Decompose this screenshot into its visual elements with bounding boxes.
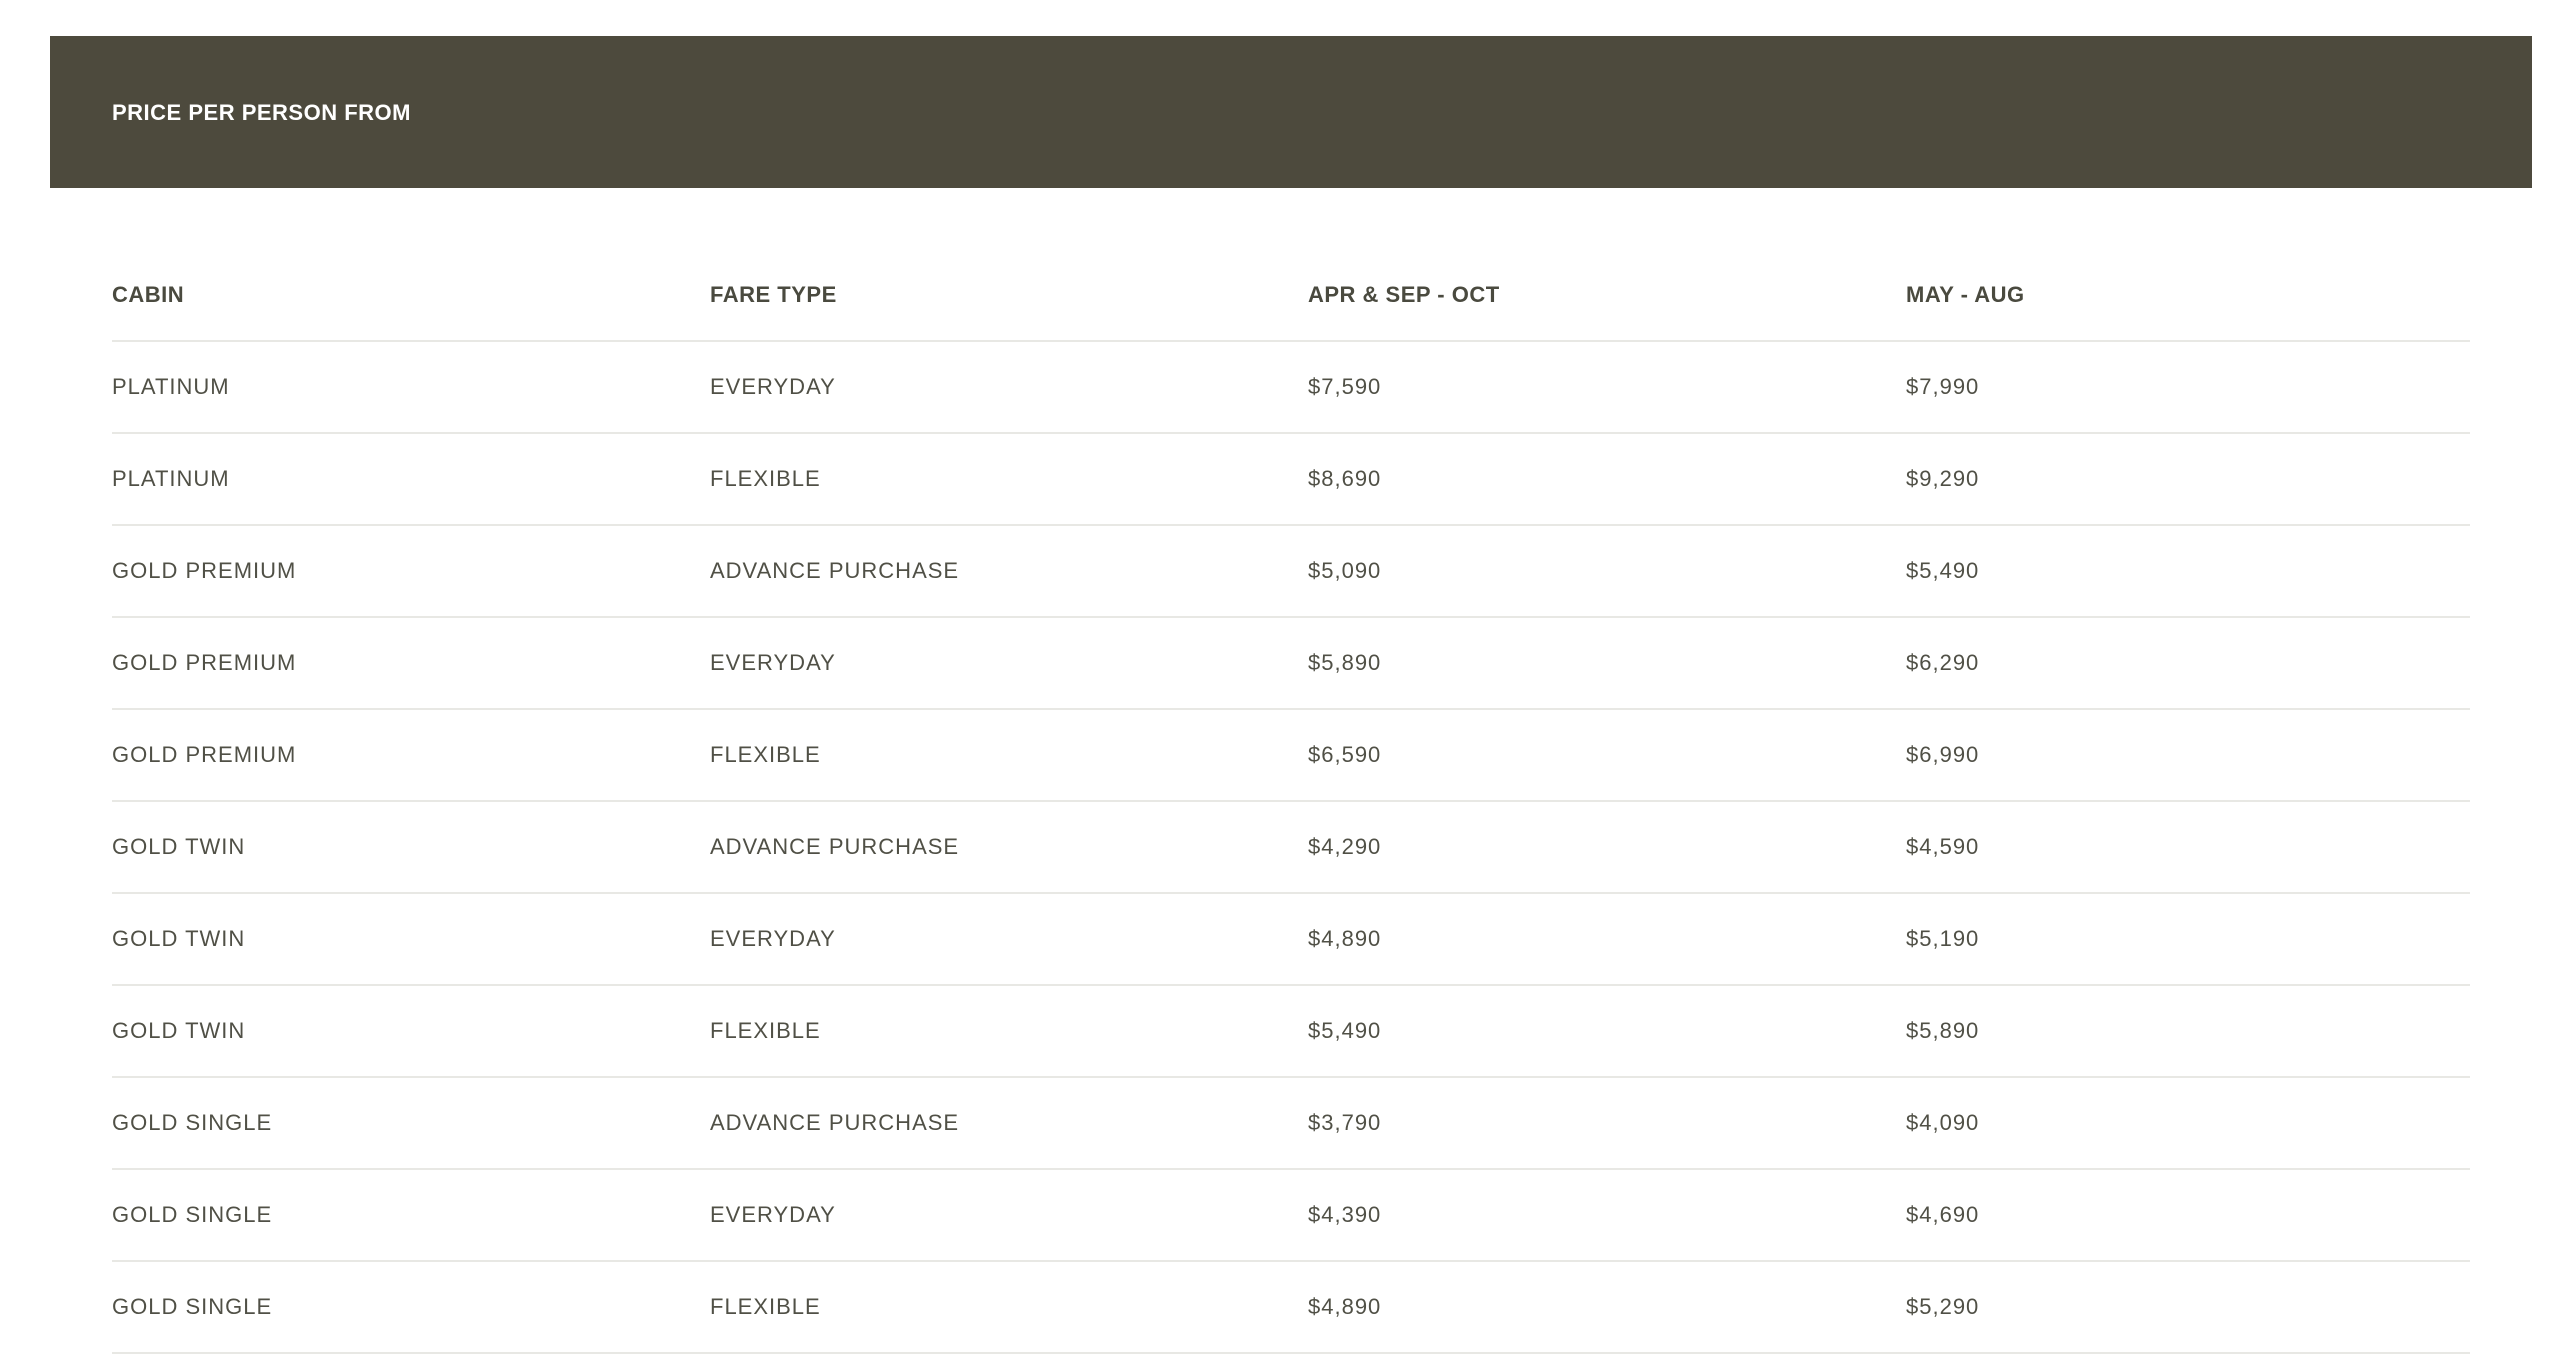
cell-cabin: GOLD SINGLE [112,1294,273,1319]
cell-cabin: PLATINUM [112,466,230,491]
cell-may-aug-price: $6,290 [1906,650,1980,675]
cell-apr-sep-oct-price: $5,890 [1308,650,1382,675]
cell-cabin: GOLD TWIN [112,1018,246,1043]
cell-fare-type: ADVANCE PURCHASE [710,834,960,859]
price-header-banner [50,36,2532,188]
cell-apr-sep-oct-price: $4,290 [1308,834,1382,859]
cell-apr-sep-oct-price: $6,590 [1308,742,1382,767]
cell-cabin: GOLD TWIN [112,834,246,859]
cell-cabin: GOLD PREMIUM [112,650,297,675]
column-header-may-aug: MAY - AUG [1906,282,2025,307]
table-row [112,1078,2470,1170]
cell-cabin: GOLD PREMIUM [112,742,297,767]
cell-fare-type: ADVANCE PURCHASE [710,1110,960,1135]
cell-apr-sep-oct-price: $4,890 [1308,926,1382,951]
table-row [112,894,2470,986]
cell-fare-type: FLEXIBLE [710,1294,821,1319]
cell-fare-type: ADVANCE PURCHASE [710,558,960,583]
table-row [112,802,2470,894]
cell-may-aug-price: $4,590 [1906,834,1980,859]
cell-apr-sep-oct-price: $8,690 [1308,466,1382,491]
cell-apr-sep-oct-price: $5,490 [1308,1018,1382,1043]
table-row [112,342,2470,434]
cell-fare-type: FLEXIBLE [710,466,821,491]
price-table [112,250,2470,1354]
cell-fare-type: FLEXIBLE [710,1018,821,1043]
cell-fare-type: EVERYDAY [710,650,836,675]
cell-cabin: GOLD TWIN [112,926,246,951]
cell-may-aug-price: $4,090 [1906,1110,1980,1135]
cell-may-aug-price: $5,190 [1906,926,1980,951]
cell-may-aug-price: $5,890 [1906,1018,1980,1043]
cell-cabin: GOLD PREMIUM [112,558,297,583]
cell-may-aug-price: $6,990 [1906,742,1980,767]
table-row [112,618,2470,710]
table-row [112,986,2470,1078]
cell-may-aug-price: $7,990 [1906,374,1980,399]
cell-cabin: GOLD SINGLE [112,1202,273,1227]
cell-fare-type: EVERYDAY [710,374,836,399]
table-row [112,1262,2470,1354]
cell-cabin: GOLD SINGLE [112,1110,273,1135]
cell-fare-type: EVERYDAY [710,926,836,951]
cell-may-aug-price: $4,690 [1906,1202,1980,1227]
table-header-row [112,250,2470,342]
cell-apr-sep-oct-price: $4,390 [1308,1202,1382,1227]
cell-apr-sep-oct-price: $4,890 [1308,1294,1382,1319]
table-row [112,710,2470,802]
cell-fare-type: EVERYDAY [710,1202,836,1227]
cell-fare-type: FLEXIBLE [710,742,821,767]
cell-cabin: PLATINUM [112,374,230,399]
price-header-title: PRICE PER PERSON FROM [112,100,411,125]
cell-apr-sep-oct-price: $7,590 [1308,374,1382,399]
cell-apr-sep-oct-price: $3,790 [1308,1110,1382,1135]
cell-may-aug-price: $5,290 [1906,1294,1980,1319]
table-row [112,526,2470,618]
cell-may-aug-price: $5,490 [1906,558,1980,583]
column-header-apr-sep-oct: APR & SEP - OCT [1308,282,1500,307]
column-header-fare-type: FARE TYPE [710,282,837,307]
cell-may-aug-price: $9,290 [1906,466,1980,491]
table-row [112,434,2470,526]
cell-apr-sep-oct-price: $5,090 [1308,558,1382,583]
column-header-cabin: CABIN [112,282,185,307]
table-row [112,1170,2470,1262]
